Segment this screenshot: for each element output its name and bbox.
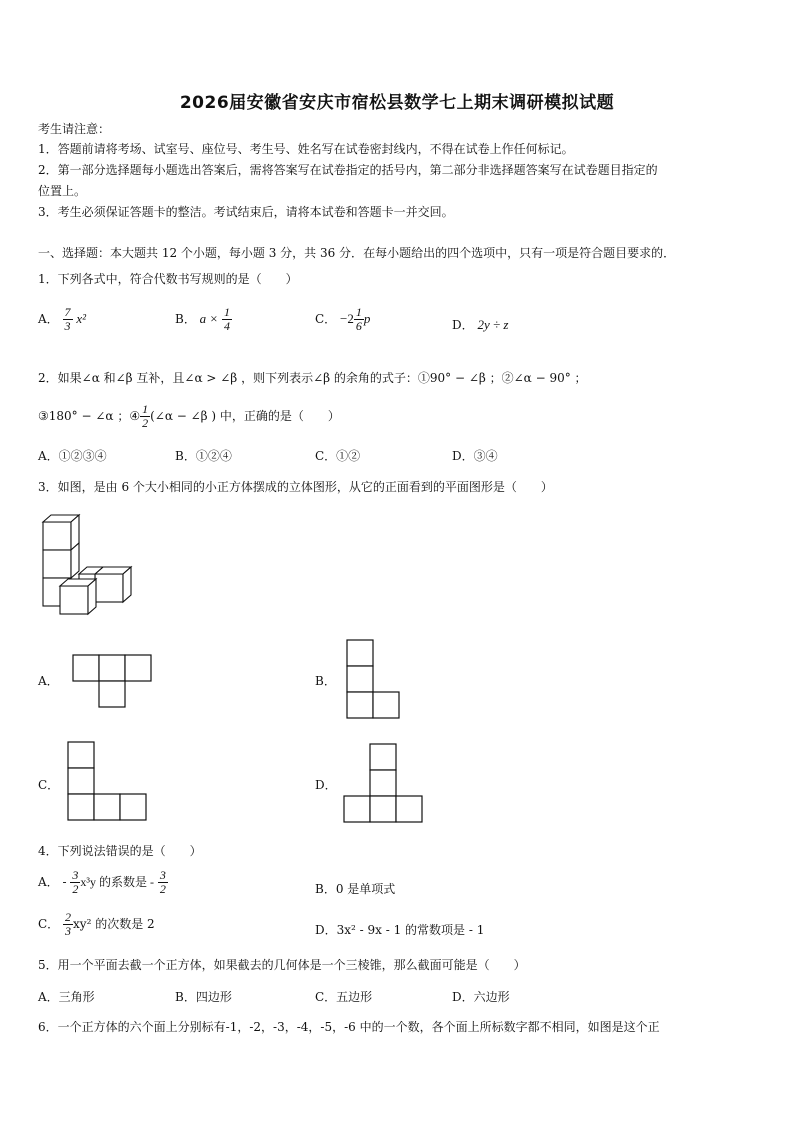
fraction: $\frac{1}{6}$ [355, 305, 362, 333]
notice-item: 1．答题前请将考场、试室号、座位号、考生号、姓名写在试卷密封线内，不得在试卷上作任何标记。 [38, 142, 574, 156]
notice-item: 位置上。 [38, 184, 87, 198]
q3-option-c-label[interactable]: C． [38, 778, 60, 792]
q1-option-d[interactable]: D． 2y ÷ z [452, 317, 509, 332]
fraction: $\frac{1}{2}$ [142, 402, 149, 430]
question-2-line2: ③180° − ∠α ；④ $\frac{1}{2}$ (∠α − ∠β ) 中，正确的是（ ） [38, 402, 340, 430]
q1-option-c[interactable]: C． −2 $\frac{1}{6}$ p [315, 305, 371, 333]
notice-heading: 考生请注意： [38, 122, 111, 136]
fraction: $\frac{1}{4}$ [224, 305, 231, 333]
notice-item: 2．第一部分选择题每小题选出答案后，需将答案写在试卷指定的括号内，第二部分非选择题答案写在试卷题目指定的 [38, 163, 658, 177]
question-5-stem: 5．用一个平面去截一个正方体，如果截去的几何体是一个三棱锥，那么截面可能是（ ） [38, 958, 526, 972]
notice-item: 3．考生必须保证答题卡的整洁。考试结束后，请将本试卷和答题卡一并交回。 [38, 205, 454, 219]
q5-option-c[interactable]: C．五边形 [315, 990, 373, 1004]
q2-option-b[interactable]: B．①②④ [175, 449, 232, 463]
q3-option-a-figure[interactable] [72, 654, 154, 708]
q3-option-b-label[interactable]: B． [315, 674, 336, 688]
q4-option-b[interactable]: B．0 是单项式 [315, 882, 396, 896]
q1-option-b[interactable]: B． a × $\frac{1}{4}$ [175, 305, 231, 333]
q2-option-c[interactable]: C．①② [315, 449, 361, 463]
page-title: 2026届安徽省安庆市宿松县数学七上期末调研模拟试题 [179, 93, 615, 113]
q5-option-a[interactable]: A．三角形 [38, 990, 95, 1004]
q3-option-d-figure[interactable] [343, 743, 425, 825]
q3-option-a-label[interactable]: A． [38, 674, 59, 688]
q3-option-d-label[interactable]: D． [315, 778, 337, 792]
section-heading: 一、选择题：本大题共 12 个小题，每小题 3 分，共 36 分．在每小题给出的四个选项中，只有一项是符合题目要求的． [38, 246, 676, 260]
q3-option-c-figure[interactable] [67, 741, 149, 823]
question-2-stem: 2．如果∠α 和∠β 互补，且∠α > ∠β ，则下列表示∠β 的余角的式子：①90° − ∠β ；②∠α − 90° ； [38, 371, 587, 385]
fraction: $\frac{3}{2}$ [72, 868, 79, 896]
q2-option-d[interactable]: D．③④ [452, 449, 498, 463]
q4-option-a[interactable]: A． - $\frac{3}{2}$ x³y 的系数是 - $\frac{3}{2}$ [38, 868, 166, 896]
question-1-stem: 1．下列各式中，符合代数书写规则的是（ ） [38, 272, 298, 286]
q2-option-a[interactable]: A．①②③④ [38, 449, 107, 463]
q3-option-b-figure[interactable] [346, 639, 402, 721]
q4-option-c[interactable]: C． $\frac{2}{3}$ xy² 的次数是 2 [38, 910, 155, 938]
q4-option-d[interactable]: D．3x² - 9x - 1 的常数项是 - 1 [315, 923, 485, 937]
question-6-stem: 6．一个正方体的六个面上分别标有-1，-2，-3，-4，-5，-6 中的一个数，各个面上所标数字都不相同，如图是这个正 [38, 1020, 660, 1034]
fraction: $\frac{2}{3}$ [65, 910, 72, 938]
fraction: $\frac{7}{3}$ [64, 305, 71, 333]
question-4-stem: 4．下列说法错误的是（ ） [38, 844, 202, 858]
q5-option-d[interactable]: D．六边形 [452, 990, 510, 1004]
fraction: $\frac{3}{2}$ [159, 868, 166, 896]
question-3-stem: 3．如图，是由 6 个大小相同的小正方体摆成的立体图形，从它的正面看到的平面图形是（ ） [38, 480, 553, 494]
q1-option-a[interactable]: A． $\frac{7}{3}$ x² [38, 305, 86, 333]
q5-option-b[interactable]: B．四边形 [175, 990, 232, 1004]
cube-stack-figure [40, 512, 136, 616]
